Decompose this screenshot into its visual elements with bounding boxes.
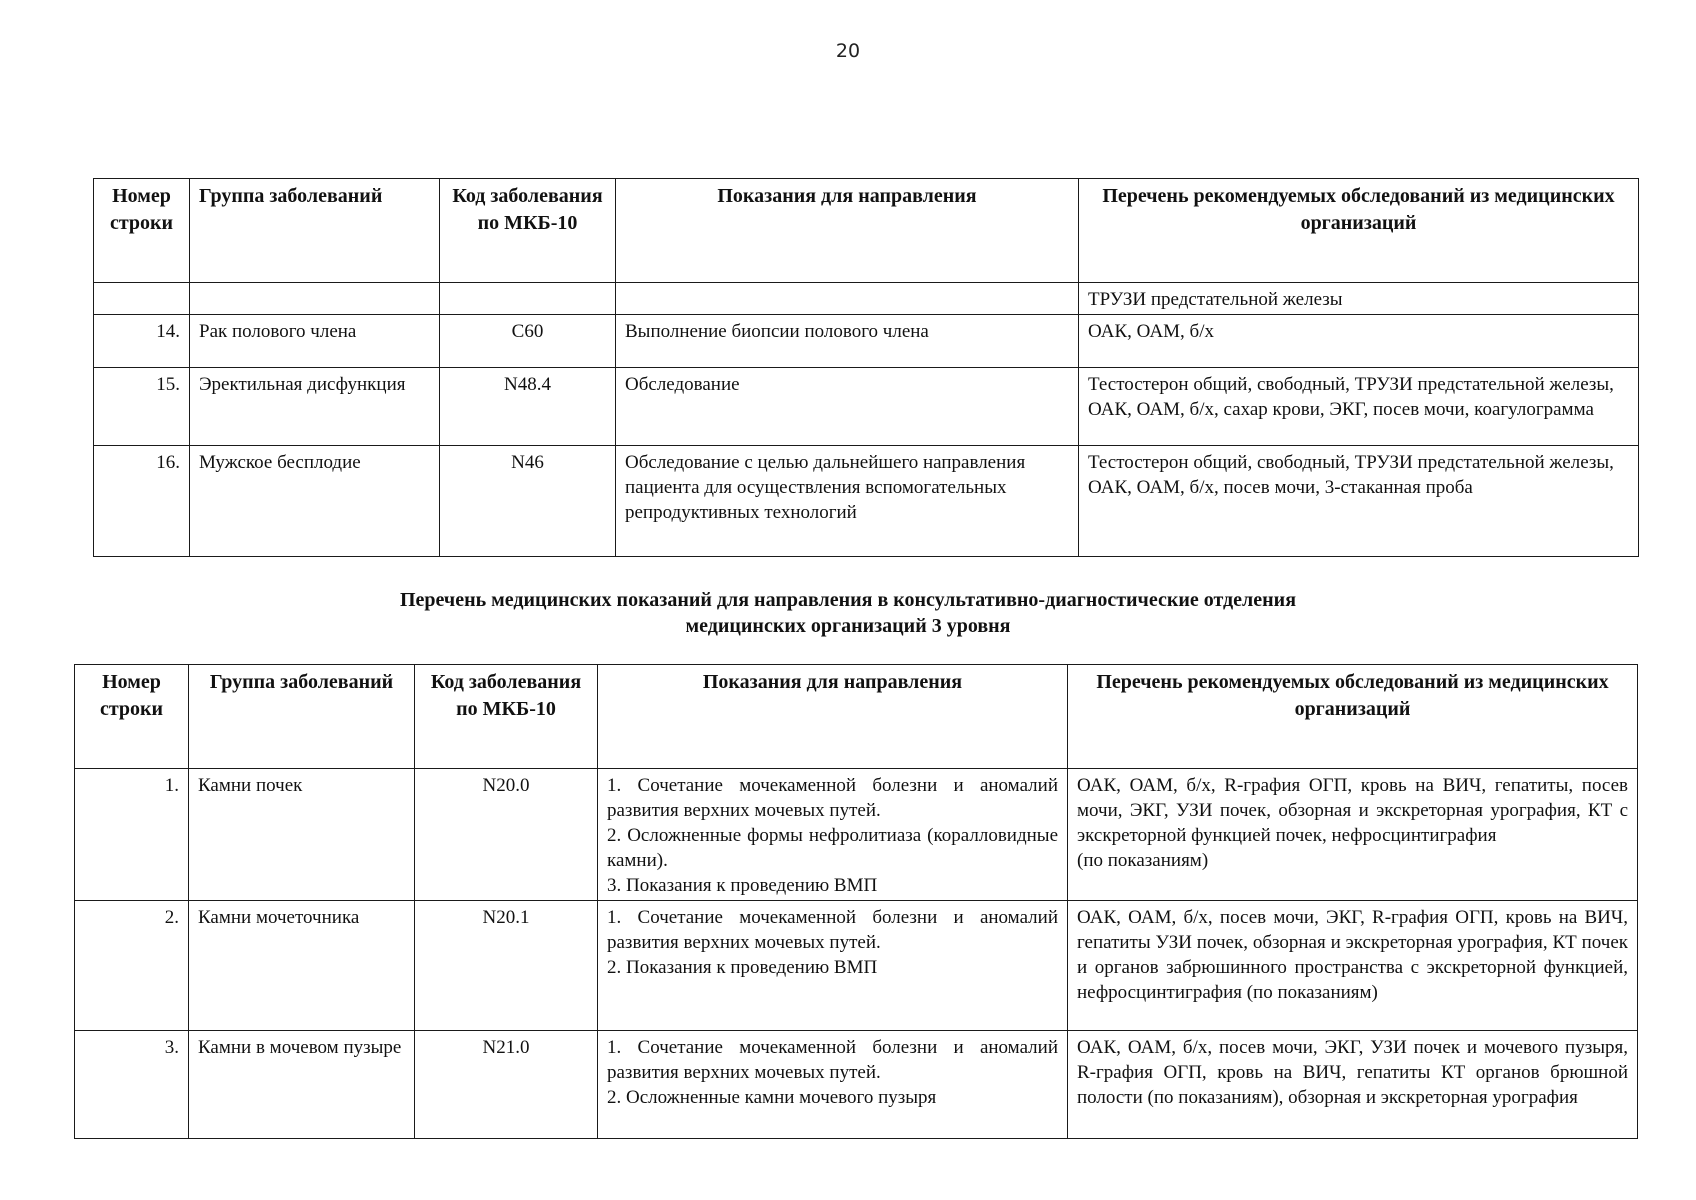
indication-item: 2. Осложненные камни мочевого пузыря bbox=[607, 1087, 937, 1108]
row-number-cell: 2. bbox=[75, 901, 189, 1031]
exam-text: ОАК, ОАМ, б/х, посев мочи, ЭКГ, R-графия ОГП, кровь на ВИЧ, гепатиты УЗИ почек, обзорная и экскреторная урография, КТ почек и органов забрюшинного пространства с экскреторной функцией, нефросцинтиграфия (по показаниям) bbox=[1077, 907, 1628, 1003]
disease-group-cell bbox=[190, 283, 440, 315]
row-number-cell: 14. bbox=[94, 315, 190, 368]
header-icd10-code: Код заболевания по МКБ-10 bbox=[440, 179, 616, 283]
header-row-number: Номер строки bbox=[75, 665, 189, 769]
header-recommended-exams: Перечень рекомендуемых обследований из медицинских организаций bbox=[1079, 179, 1639, 283]
exams-cell: ОАК, ОАМ, б/х bbox=[1079, 315, 1639, 368]
indication-item: 2. Показания к проведению ВМП bbox=[607, 957, 878, 978]
table-header-row bbox=[75, 665, 1638, 769]
row-number-cell: 15. bbox=[94, 368, 190, 446]
table-header-row bbox=[94, 179, 1639, 283]
header-disease-group: Группа заболеваний bbox=[190, 179, 440, 283]
row-number-cell: 3. bbox=[75, 1031, 189, 1139]
indication-item: 1. Сочетание мочекаменной болезни и аномалий развития верхних мочевых путей. bbox=[607, 1037, 1058, 1083]
disease-group-cell: Камни мочеточника bbox=[189, 901, 415, 1031]
icd-code-cell: N48.4 bbox=[440, 368, 616, 446]
indications-cell: Обследование с целью дальнейшего направления пациента для осуществления вспомогательных репродуктивных технологий bbox=[616, 446, 1079, 557]
header-icd10-code: Код заболевания по МКБ-10 bbox=[415, 665, 598, 769]
indications-cell bbox=[598, 1031, 1068, 1139]
icd-code-cell: N21.0 bbox=[415, 1031, 598, 1139]
table-row bbox=[94, 283, 1639, 315]
urology-table-continued bbox=[93, 178, 1639, 557]
exams-cell bbox=[1068, 901, 1638, 1031]
row-number-cell bbox=[94, 283, 190, 315]
icd-code-cell: N20.1 bbox=[415, 901, 598, 1031]
indications-cell: Выполнение биопсии полового члена bbox=[616, 315, 1079, 368]
disease-group-cell: Камни почек bbox=[189, 769, 415, 901]
exams-cell: Тестостерон общий, свободный, ТРУЗИ предстательной железы, ОАК, ОАМ, б/х, посев мочи, 3-стаканная проба bbox=[1079, 446, 1639, 557]
indication-item: 2. Осложненные формы нефролитиаза (коралловидные камни). bbox=[607, 825, 1058, 871]
indication-item: 1. Сочетание мочекаменной болезни и аномалий развития верхних мочевых путей. bbox=[607, 775, 1058, 821]
table-row bbox=[94, 368, 1639, 446]
icd-code-cell bbox=[440, 283, 616, 315]
header-row-number: Номер строки bbox=[94, 179, 190, 283]
table-row bbox=[75, 769, 1638, 901]
indications-cell bbox=[598, 769, 1068, 901]
table-row bbox=[94, 446, 1639, 557]
disease-group-cell: Камни в мочевом пузыре bbox=[189, 1031, 415, 1139]
section-title-line-1: Перечень медицинских показаний для направления в консультативно-диагностические отделения bbox=[399, 589, 1297, 611]
table-row bbox=[75, 1031, 1638, 1139]
disease-group-cell: Эректильная дисфункция bbox=[190, 368, 440, 446]
exam-text: (по показаниям) bbox=[1077, 850, 1209, 871]
icd-code-cell: C60 bbox=[440, 315, 616, 368]
indications-cell bbox=[598, 901, 1068, 1031]
header-disease-group: Группа заболеваний bbox=[189, 665, 415, 769]
header-indications: Показания для направления bbox=[598, 665, 1068, 769]
page-number: 20 bbox=[835, 40, 861, 62]
icd-code-cell: N46 bbox=[440, 446, 616, 557]
exams-cell: ТРУЗИ предстательной железы bbox=[1079, 283, 1639, 315]
exam-text: ОАК, ОАМ, б/х, R-графия ОГП, кровь на ВИЧ, гепатиты, посев мочи, ЭКГ, УЗИ почек, обзорная и экскреторная урография, КТ с экскреторной функцией почек, нефросцинтиграфия bbox=[1077, 775, 1628, 846]
indications-cell: Обследование bbox=[616, 368, 1079, 446]
exams-cell bbox=[1068, 769, 1638, 901]
exam-text: ОАК, ОАМ, б/х, посев мочи, ЭКГ, УЗИ почек и мочевого пузыря, R-графия ОГП, кровь на ВИЧ, гепатиты КТ органов брюшной полости (по показаниям), обзорная и экскреторная урография bbox=[1077, 1037, 1628, 1108]
table-row bbox=[94, 315, 1639, 368]
header-indications: Показания для направления bbox=[616, 179, 1079, 283]
indication-item: 1. Сочетание мочекаменной болезни и аномалий развития верхних мочевых путей. bbox=[607, 907, 1058, 953]
row-number-cell: 16. bbox=[94, 446, 190, 557]
disease-group-cell: Рак полового члена bbox=[190, 315, 440, 368]
exams-cell bbox=[1068, 1031, 1638, 1139]
header-recommended-exams: Перечень рекомендуемых обследований из медицинских организаций bbox=[1068, 665, 1638, 769]
exams-cell: Тестостерон общий, свободный, ТРУЗИ предстательной железы, ОАК, ОАМ, б/х, сахар крови, ЭКГ, посев мочи, коагулограмма bbox=[1079, 368, 1639, 446]
row-number-cell: 1. bbox=[75, 769, 189, 901]
icd-code-cell: N20.0 bbox=[415, 769, 598, 901]
disease-group-cell: Мужское бесплодие bbox=[190, 446, 440, 557]
table-row bbox=[75, 901, 1638, 1031]
section-title-line-2: медицинских организаций 3 уровня bbox=[685, 615, 1011, 637]
indications-cell bbox=[616, 283, 1079, 315]
section-title bbox=[0, 587, 1696, 639]
level3-referral-table bbox=[74, 664, 1638, 1139]
indication-item: 3. Показания к проведению ВМП bbox=[607, 875, 878, 896]
